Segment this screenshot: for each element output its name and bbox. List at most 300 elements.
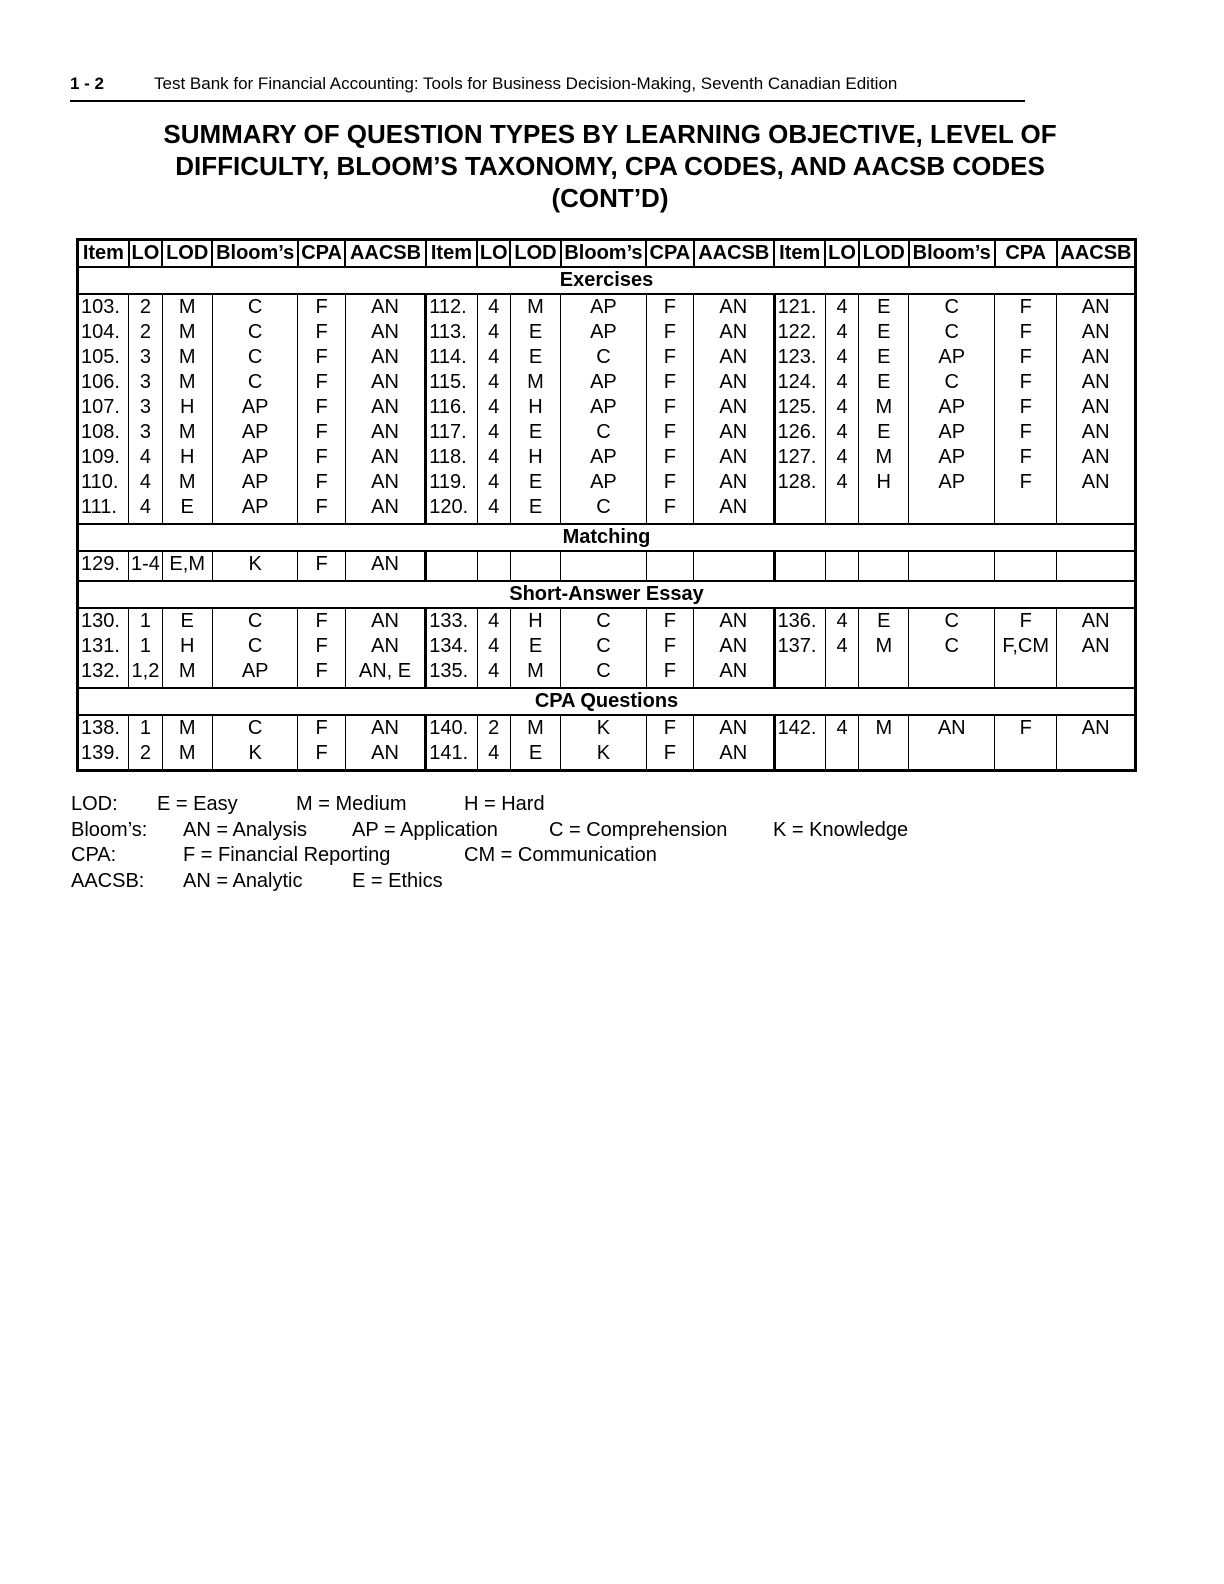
table-cell: F — [298, 715, 345, 741]
table-cell: M — [162, 741, 212, 771]
table-cell: 4 — [477, 445, 510, 470]
table-cell: M — [510, 370, 560, 395]
table-cell: K — [212, 551, 298, 581]
section-heading: CPA Questions — [78, 688, 1136, 715]
table-cell: 4 — [477, 320, 510, 345]
table-cell: H — [162, 445, 212, 470]
table-cell: E — [162, 608, 212, 634]
table-cell: E — [162, 495, 212, 524]
table-cell: 4 — [477, 659, 510, 688]
table-cell: 1,2 — [129, 659, 162, 688]
table-cell — [774, 659, 825, 688]
table-cell: F — [995, 608, 1057, 634]
table-cell: H — [162, 395, 212, 420]
table-cell: C — [909, 370, 995, 395]
table-cell: AP — [561, 320, 647, 345]
table-cell: F — [646, 634, 693, 659]
table-cell: F — [646, 495, 693, 524]
table-cell: AP — [561, 370, 647, 395]
table-cell: AP — [909, 470, 995, 495]
table-cell: 125. — [774, 395, 825, 420]
table-cell: E,M — [162, 551, 212, 581]
column-header: AACSB — [694, 240, 775, 268]
legend-entry: M = Medium — [296, 793, 407, 815]
table-cell: AP — [909, 395, 995, 420]
table-cell: 109. — [78, 445, 129, 470]
table-cell: AN — [345, 470, 426, 495]
table-cell: 107. — [78, 395, 129, 420]
table-cell: AN — [345, 320, 426, 345]
column-header: LO — [477, 240, 510, 268]
legend-label: Bloom’s: — [71, 818, 148, 841]
table-cell: M — [859, 634, 909, 659]
table-cell — [995, 741, 1057, 771]
table-cell: F — [995, 294, 1057, 320]
table-cell: AN — [1057, 345, 1136, 370]
table-cell: M — [859, 395, 909, 420]
table-row — [78, 294, 1136, 320]
table-cell: M — [162, 294, 212, 320]
table-row — [78, 420, 1136, 445]
table-cell: AN — [909, 715, 995, 741]
table-cell: AP — [212, 395, 298, 420]
table-cell: 4 — [477, 470, 510, 495]
table-cell — [694, 551, 775, 581]
legend-entry: AP = Application — [352, 818, 498, 841]
page-title-line-2: DIFFICULTY, BLOOM’S TAXONOMY, CPA CODES, AND AACSB CODES — [175, 151, 1045, 181]
table-cell: 108. — [78, 420, 129, 445]
table-cell: H — [510, 395, 560, 420]
section-row — [78, 267, 1136, 294]
table-cell: 130. — [78, 608, 129, 634]
table-cell: 3 — [129, 395, 162, 420]
table-cell: H — [162, 634, 212, 659]
column-header: Bloom’s — [909, 240, 995, 268]
table-cell: C — [561, 345, 647, 370]
table-cell: AN — [694, 395, 775, 420]
table-cell: F — [298, 395, 345, 420]
table-cell: 3 — [129, 345, 162, 370]
column-header: AACSB — [1057, 240, 1136, 268]
table-cell: 4 — [825, 715, 858, 741]
table-row — [78, 470, 1136, 495]
table-cell: C — [909, 320, 995, 345]
legend-row — [71, 843, 971, 869]
table-cell: F — [298, 551, 345, 581]
table-cell — [646, 551, 693, 581]
table-cell: F — [298, 370, 345, 395]
column-header: Bloom’s — [561, 240, 647, 268]
legend-row — [71, 869, 971, 895]
table-cell: F — [646, 370, 693, 395]
table-cell: 4 — [477, 370, 510, 395]
table-cell: F — [646, 445, 693, 470]
table-cell: AN — [345, 345, 426, 370]
table-cell: 142. — [774, 715, 825, 741]
table-cell: F — [995, 445, 1057, 470]
table-cell: 1 — [129, 608, 162, 634]
table-cell: AN — [345, 551, 426, 581]
table-cell: AN — [694, 634, 775, 659]
table-cell: AN — [1057, 470, 1136, 495]
summary-table — [76, 238, 1137, 772]
table-cell: AN — [345, 294, 426, 320]
table-cell: 4 — [825, 370, 858, 395]
table-cell: AN — [345, 420, 426, 445]
table-cell: AN — [345, 370, 426, 395]
table-row — [78, 715, 1136, 741]
table-cell — [1057, 741, 1136, 771]
table-cell: 117. — [426, 420, 477, 445]
legend-row — [71, 818, 971, 844]
table-cell: AP — [909, 420, 995, 445]
book-title: Test Bank for Financial Accounting: Tools for Business Decision-Making, Seventh Canadian Edition — [154, 74, 898, 93]
section-heading: Short-Answer Essay — [78, 581, 1136, 608]
legend-entry: C = Comprehension — [549, 818, 728, 841]
legend-entry: E = Ethics — [352, 869, 443, 892]
table-cell: F — [646, 395, 693, 420]
legend-entry: AN = Analytic — [183, 869, 303, 892]
page-title-line-1: SUMMARY OF QUESTION TYPES BY LEARNING OBJECTIVE, LEVEL OF — [163, 119, 1057, 149]
table-cell: 128. — [774, 470, 825, 495]
table-cell — [510, 551, 560, 581]
legend-row — [71, 792, 971, 818]
table-cell: F — [298, 420, 345, 445]
table-cell — [774, 741, 825, 771]
table-cell: AP — [561, 395, 647, 420]
table-cell: F — [298, 741, 345, 771]
table-cell: E — [859, 294, 909, 320]
column-header: Item — [426, 240, 477, 268]
table-cell: K — [561, 715, 647, 741]
table-cell — [995, 659, 1057, 688]
column-header: AACSB — [345, 240, 426, 268]
table-cell: E — [510, 420, 560, 445]
table-cell: 120. — [426, 495, 477, 524]
table-cell: AN — [345, 608, 426, 634]
table-cell — [1057, 551, 1136, 581]
table-cell — [561, 551, 647, 581]
table-cell: 114. — [426, 345, 477, 370]
table-cell: AN — [694, 345, 775, 370]
table-cell: 1 — [129, 715, 162, 741]
table-cell — [825, 659, 858, 688]
table-cell: AN — [694, 294, 775, 320]
table-cell: 140. — [426, 715, 477, 741]
table-cell: E — [510, 634, 560, 659]
table-cell: 124. — [774, 370, 825, 395]
table-cell: C — [212, 320, 298, 345]
table-cell: F — [995, 470, 1057, 495]
table-cell: F — [298, 445, 345, 470]
table-cell: AN — [1057, 445, 1136, 470]
table-cell: C — [909, 608, 995, 634]
column-header: Item — [774, 240, 825, 268]
table-cell — [859, 495, 909, 524]
table-cell: E — [510, 495, 560, 524]
table-cell: 4 — [129, 495, 162, 524]
column-header: LO — [129, 240, 162, 268]
table-cell: AN — [1057, 370, 1136, 395]
table-cell: M — [859, 715, 909, 741]
table-cell: 136. — [774, 608, 825, 634]
table-cell: H — [510, 608, 560, 634]
table-cell: M — [510, 294, 560, 320]
table-cell: AN — [694, 659, 775, 688]
table-cell: C — [212, 345, 298, 370]
table-cell: 112. — [426, 294, 477, 320]
table-cell: E — [859, 320, 909, 345]
table-cell: AN — [694, 445, 775, 470]
table-cell: F — [298, 470, 345, 495]
table-cell: AP — [212, 495, 298, 524]
table-cell: F — [298, 294, 345, 320]
table-cell: M — [162, 420, 212, 445]
table-cell — [825, 551, 858, 581]
table-cell: AN — [345, 715, 426, 741]
table-cell: C — [212, 608, 298, 634]
legend-entry: E = Easy — [157, 793, 238, 815]
table-cell: 4 — [477, 345, 510, 370]
table-cell: M — [510, 659, 560, 688]
column-header: CPA — [298, 240, 345, 268]
table-cell — [825, 495, 858, 524]
table-cell: 137. — [774, 634, 825, 659]
legend-entry: F = Financial Reporting — [183, 844, 391, 866]
table-cell: 138. — [78, 715, 129, 741]
section-row — [78, 688, 1136, 715]
table-cell: 113. — [426, 320, 477, 345]
table-cell: M — [162, 659, 212, 688]
table-cell: E — [859, 370, 909, 395]
column-header: LOD — [859, 240, 909, 268]
table-cell: C — [561, 608, 647, 634]
table-cell: H — [859, 470, 909, 495]
table-cell: 121. — [774, 294, 825, 320]
table-cell: 123. — [774, 345, 825, 370]
table-cell: C — [909, 294, 995, 320]
table-cell: AN — [1057, 608, 1136, 634]
table-cell — [909, 551, 995, 581]
table-cell: 2 — [129, 741, 162, 771]
table-cell: F — [995, 420, 1057, 445]
table-row — [78, 445, 1136, 470]
table-cell: 1-4 — [129, 551, 162, 581]
table-cell: F — [298, 608, 345, 634]
column-header: LOD — [510, 240, 560, 268]
section-heading: Exercises — [78, 267, 1136, 294]
table-cell: AN — [694, 470, 775, 495]
table-cell: 4 — [477, 634, 510, 659]
table-cell: K — [561, 741, 647, 771]
table-cell: M — [162, 470, 212, 495]
table-cell: 4 — [129, 470, 162, 495]
table-cell: 4 — [825, 608, 858, 634]
table-cell: AP — [909, 445, 995, 470]
table-cell: 4 — [825, 445, 858, 470]
table-cell — [825, 741, 858, 771]
table-cell: 105. — [78, 345, 129, 370]
table-cell: F — [298, 634, 345, 659]
table-cell: AN — [1057, 395, 1136, 420]
table-cell: 134. — [426, 634, 477, 659]
table-cell: AP — [212, 659, 298, 688]
table-cell: AP — [909, 345, 995, 370]
running-header — [70, 72, 1025, 102]
table-cell: F — [995, 320, 1057, 345]
table-cell — [859, 659, 909, 688]
legend-label: AACSB: — [71, 869, 145, 892]
table-cell: AN — [694, 320, 775, 345]
table-cell: AP — [212, 470, 298, 495]
table-cell: F — [646, 420, 693, 445]
table-cell: 122. — [774, 320, 825, 345]
table-cell: AN — [1057, 320, 1136, 345]
table-cell: 129. — [78, 551, 129, 581]
table-cell: M — [510, 715, 560, 741]
table-cell: 116. — [426, 395, 477, 420]
table-row — [78, 395, 1136, 420]
table-cell: E — [859, 608, 909, 634]
table-cell: AP — [561, 294, 647, 320]
section-row — [78, 581, 1136, 608]
table-cell: AP — [212, 445, 298, 470]
table-cell: 1 — [129, 634, 162, 659]
table-row — [78, 741, 1136, 771]
table-cell: F — [646, 345, 693, 370]
table-cell: 4 — [129, 445, 162, 470]
table-cell: M — [162, 370, 212, 395]
table-cell: AN — [1057, 420, 1136, 445]
table-cell: F — [298, 495, 345, 524]
table-header-row — [78, 240, 1136, 268]
table-cell: F — [298, 659, 345, 688]
table-cell: F — [646, 659, 693, 688]
table-cell: 139. — [78, 741, 129, 771]
table-cell: 118. — [426, 445, 477, 470]
table-cell: 4 — [825, 320, 858, 345]
table-cell: 132. — [78, 659, 129, 688]
table-cell: 4 — [477, 741, 510, 771]
table-cell: AN — [1057, 715, 1136, 741]
table-cell — [1057, 495, 1136, 524]
legend-entry: CM = Communication — [464, 844, 657, 866]
table-cell: 2 — [129, 320, 162, 345]
table-cell: M — [162, 715, 212, 741]
table-cell: F — [646, 470, 693, 495]
table-cell: F — [298, 320, 345, 345]
table-cell: F — [995, 715, 1057, 741]
table-cell: M — [162, 320, 212, 345]
table-cell: 127. — [774, 445, 825, 470]
table-cell: C — [212, 370, 298, 395]
table-cell: M — [162, 345, 212, 370]
table-cell: 103. — [78, 294, 129, 320]
table-cell: F — [646, 608, 693, 634]
table-cell: 119. — [426, 470, 477, 495]
table-cell: 141. — [426, 741, 477, 771]
table-cell: H — [510, 445, 560, 470]
table-cell: C — [561, 659, 647, 688]
table-cell: K — [212, 741, 298, 771]
table-cell: 106. — [78, 370, 129, 395]
table-cell: C — [909, 634, 995, 659]
table-row — [78, 370, 1136, 395]
table-cell: E — [510, 470, 560, 495]
table-cell: AN — [345, 495, 426, 524]
table-cell: 4 — [825, 420, 858, 445]
table-cell: AN — [1057, 634, 1136, 659]
table-cell: E — [510, 345, 560, 370]
table-cell: 2 — [129, 294, 162, 320]
column-header: CPA — [995, 240, 1057, 268]
page-number: 1 - 2 — [70, 74, 105, 93]
legend-label: LOD: — [71, 793, 118, 815]
table-cell: 4 — [825, 470, 858, 495]
table-cell: 110. — [78, 470, 129, 495]
table-cell: AP — [561, 470, 647, 495]
legend-entry: AN = Analysis — [183, 818, 307, 841]
section-heading: Matching — [78, 524, 1136, 551]
table-cell: AN — [694, 715, 775, 741]
table-cell: F — [995, 395, 1057, 420]
table-cell: M — [859, 445, 909, 470]
table-cell: 115. — [426, 370, 477, 395]
table-cell: AN — [694, 370, 775, 395]
table-cell: AN — [694, 495, 775, 524]
table-row — [78, 634, 1136, 659]
page-title — [70, 118, 1150, 214]
table-cell: 126. — [774, 420, 825, 445]
table-row — [78, 608, 1136, 634]
legend-entry: K = Knowledge — [773, 818, 909, 841]
table-cell: 2 — [477, 715, 510, 741]
table-cell — [1057, 659, 1136, 688]
table-cell — [995, 551, 1057, 581]
table-cell: E — [510, 320, 560, 345]
column-header: LO — [825, 240, 858, 268]
table-cell: AN — [694, 741, 775, 771]
table-cell: E — [510, 741, 560, 771]
table-cell — [774, 495, 825, 524]
table-cell: 4 — [477, 495, 510, 524]
table-cell: C — [561, 495, 647, 524]
table-cell — [909, 741, 995, 771]
table-row — [78, 659, 1136, 688]
column-header: LOD — [162, 240, 212, 268]
table-cell: 131. — [78, 634, 129, 659]
table-cell: AP — [561, 445, 647, 470]
table-cell: AN — [1057, 294, 1136, 320]
table-cell: 4 — [477, 420, 510, 445]
table-cell: F — [995, 370, 1057, 395]
legend-entry: H = Hard — [464, 793, 545, 815]
table-cell: F — [298, 345, 345, 370]
table-cell: 3 — [129, 420, 162, 445]
table-cell: F — [646, 715, 693, 741]
table-cell: AP — [212, 420, 298, 445]
column-header: Bloom’s — [212, 240, 298, 268]
table-cell — [909, 659, 995, 688]
table-cell — [426, 551, 477, 581]
table-cell: 135. — [426, 659, 477, 688]
table-cell: C — [561, 634, 647, 659]
table-cell: F — [995, 345, 1057, 370]
table-cell: F — [646, 741, 693, 771]
legend-label: CPA: — [71, 844, 117, 866]
column-header: Item — [78, 240, 129, 268]
table-cell — [477, 551, 510, 581]
